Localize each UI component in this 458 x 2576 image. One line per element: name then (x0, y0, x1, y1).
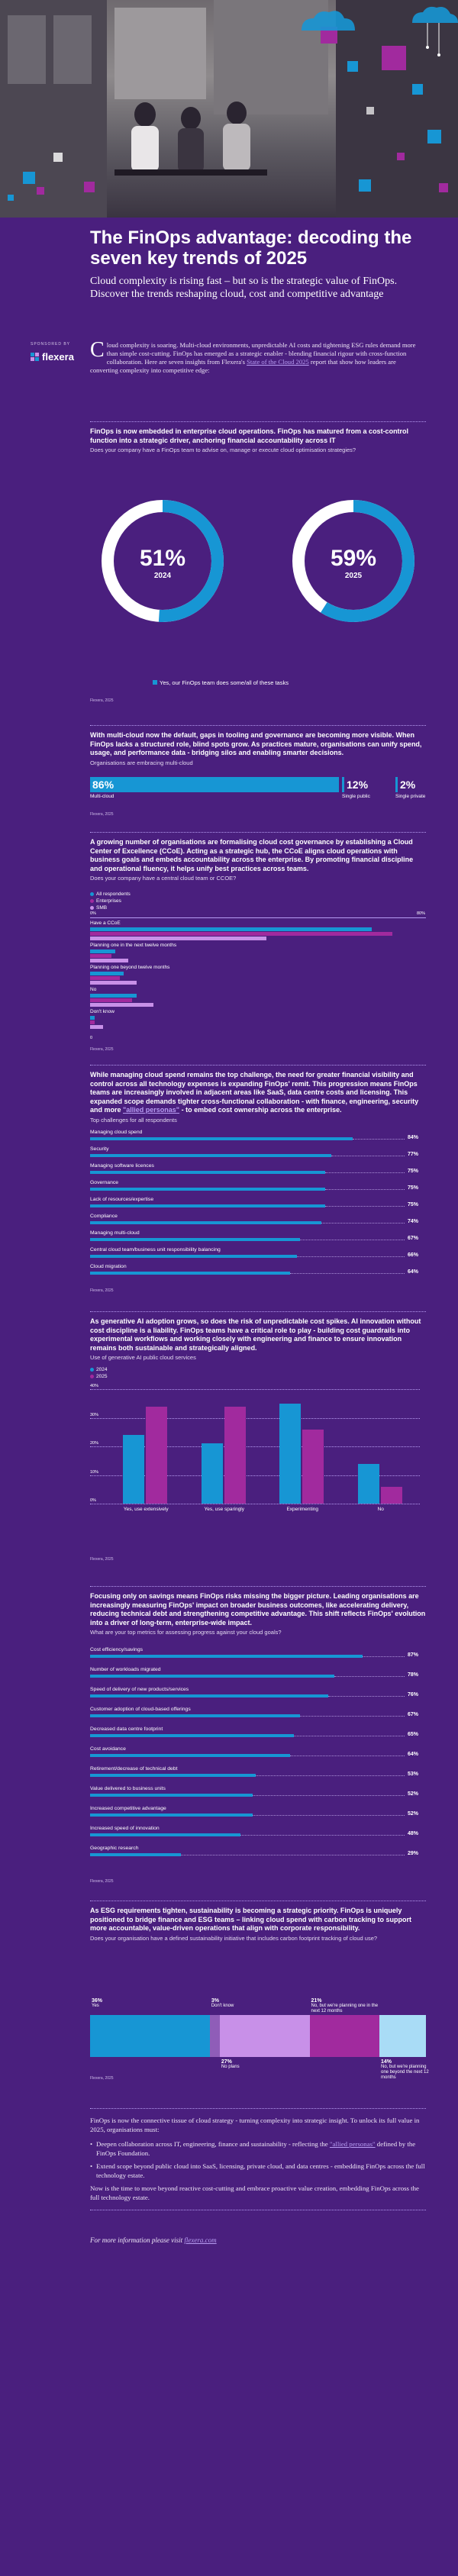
challenge-bar (90, 1238, 300, 1241)
metric-label: Cost avoidance (90, 1746, 126, 1752)
challenge-leader (321, 1223, 405, 1224)
sustainability-label (221, 2059, 311, 2070)
metric-leader (363, 1656, 405, 1657)
metric-value: 48% (408, 1831, 419, 1836)
challenge-value: 84% (408, 1135, 419, 1140)
metric-label: Increased speed of innovation (90, 1826, 160, 1831)
ccoe-bar (90, 954, 111, 958)
challenge-label: Governance (90, 1180, 119, 1185)
metric-value: 53% (408, 1772, 419, 1777)
legend-label: SMB (96, 905, 108, 911)
legend-label: All respondents (96, 891, 131, 897)
legend-dot (90, 899, 94, 903)
ccoe-legend (90, 891, 131, 911)
closing-bullet: • Extend scope beyond public cloud into SaaS, licensing, private cloud, and data centres - embedding FinOps across the full technology estate. (90, 2162, 426, 2180)
hero-image (0, 0, 458, 218)
multicloud-label: Single private (395, 794, 426, 799)
axis-tick: 0% (90, 911, 96, 916)
sustainability-segment (220, 2015, 310, 2057)
multicloud-bar (90, 777, 339, 792)
legend-label: 2024 (96, 1367, 108, 1372)
intro-block (90, 227, 418, 301)
donut-caption (153, 679, 289, 686)
section-title: With multi-cloud now the default, gaps in tooling and governance are becoming more visible. When FinOps lacks a structured role, blind spots grow. As practices mature, organisations can unify spend, usage, and performance data - bridging silos and enabling smarter decisions. (90, 731, 422, 756)
genai-bar (381, 1487, 402, 1504)
ccoe-bar (90, 976, 120, 980)
challenge-bar (90, 1204, 325, 1207)
ccoe-category-label: Planning one in the next twelve months (90, 943, 177, 948)
section-question: Top challenges for all respondents (90, 1116, 177, 1124)
section-multicloud (90, 725, 426, 766)
multicloud-value: 86% (92, 779, 114, 791)
challenge-value: 67% (408, 1236, 419, 1241)
section-question: Use of generative AI public cloud services (90, 1354, 196, 1361)
legend-dot (90, 906, 94, 910)
ccoe-bar (90, 1025, 103, 1029)
sustainability-label (211, 1998, 265, 2009)
source-note: Flexera, 2025 (90, 812, 114, 817)
multicloud-label: Single public (342, 794, 370, 799)
challenge-bar (90, 1171, 325, 1174)
metric-bar (90, 1675, 334, 1678)
metric-label: Speed of delivery of new products/services (90, 1687, 189, 1692)
intro-paragraph (90, 338, 418, 375)
metric-label: Increased competitive advantage (90, 1806, 166, 1811)
challenge-bar (90, 1137, 353, 1140)
challenge-label: Security (90, 1146, 109, 1152)
metric-bar (90, 1774, 256, 1777)
donut-value-label: 51% (139, 546, 186, 571)
sustainability-segment (90, 2015, 210, 2057)
intro-text: loud complexity is soaring. Multi-cloud environments, unpredictable AI costs and tightening ESG rules demand more than simple cost-cutting. FinOps has emerged as a strategic enabler - blending financial rigour with cross-function collaboration. Here are seven insights from Flexera's (106, 341, 416, 366)
ccoe-bar (90, 972, 124, 975)
multicloud-value: 2% (400, 779, 416, 791)
ccoe-bar (90, 998, 132, 1002)
ccoe-category-label: Have a CCoE (90, 920, 121, 926)
challenge-value: 75% (408, 1169, 419, 1174)
metric-value: 64% (408, 1752, 419, 1757)
ccoe-bar (90, 1016, 95, 1020)
source-note: Flexera, 2025 (90, 1288, 114, 1293)
challenge-value: 66% (408, 1253, 419, 1258)
multicloud-label: Multi-cloud (90, 794, 114, 799)
ccoe-bar (90, 981, 137, 985)
intro-text-end: report that show how leaders are converting complexity into competitive edge: (90, 358, 396, 374)
y-tick-label: 10% (90, 1469, 99, 1475)
ccoe-bar (90, 949, 115, 953)
section-question: Organisations are embracing multi-cloud (90, 759, 193, 766)
metric-value: 29% (408, 1851, 419, 1856)
sustainability-label (311, 1998, 381, 2014)
legend-label: 2025 (96, 1374, 108, 1379)
section-sustainability (90, 1901, 426, 1942)
metric-leader (253, 1815, 405, 1816)
section-challenges (90, 1065, 426, 1124)
sustainability-value: 21% (311, 1998, 322, 2004)
metric-leader (240, 1835, 405, 1836)
metric-bar (90, 1655, 363, 1658)
sponsor-label: SPONSORED BY (31, 342, 71, 347)
challenge-bar (90, 1255, 297, 1258)
challenge-value: 75% (408, 1185, 419, 1191)
section-ccoe (90, 832, 426, 882)
closing-text (90, 2108, 426, 2216)
sustainability-text: Don't know (211, 2004, 234, 2008)
source-note: Flexera, 2025 (90, 1879, 114, 1884)
metric-bar (90, 1754, 290, 1757)
flexera-logo (31, 351, 78, 363)
challenge-bar (90, 1154, 331, 1157)
section-title: FinOps is now embedded in enterprise cloud operations. FinOps has matured from a cost-control function into a strategic driver, anchoring financial accountability across IT (90, 427, 409, 444)
page-title: The FinOps advantage: decoding the seven key trends of 2025 (90, 227, 412, 269)
legend-dot (90, 1375, 94, 1378)
challenge-value: 74% (408, 1219, 419, 1224)
metric-value: 52% (408, 1811, 419, 1817)
page-subtitle: Cloud complexity is rising fast – but so is the strategic value of FinOps. Discover the trends reshaping cloud, cost and competitive advantage (90, 276, 398, 300)
multicloud-bar (395, 777, 423, 792)
legend-dot (90, 892, 94, 896)
challenge-leader (325, 1206, 405, 1207)
challenge-label: Managing software licences (90, 1163, 154, 1169)
multicloud-value: 12% (347, 779, 369, 791)
metric-value: 65% (408, 1732, 419, 1737)
section-question: Does your organisation have a defined sustainability initiative that includes carbon footprint tracking of cloud use? (90, 1934, 378, 1942)
closing-bullet (90, 2140, 426, 2158)
metric-bar (90, 1734, 294, 1737)
sustainability-label (381, 2059, 434, 2081)
challenge-bar (90, 1188, 325, 1191)
challenge-leader (325, 1189, 405, 1190)
challenge-bar (90, 1272, 290, 1275)
footer-info (90, 2236, 217, 2244)
metric-value: 67% (408, 1712, 419, 1717)
donut-chart (90, 496, 426, 626)
ccoe-bar (90, 1003, 153, 1007)
challenge-value: 77% (408, 1152, 419, 1157)
genai-bar (123, 1435, 144, 1504)
metric-leader (334, 1676, 405, 1677)
dropcap: C (90, 338, 105, 362)
metric-leader (253, 1795, 405, 1796)
bullet-text: Deepen collaboration across IT, engineering, finance and sustainability - reflecting the (96, 2140, 330, 2148)
axis-zero-label: 0 (90, 1036, 93, 1040)
allied-personas-link[interactable]: "allied personas" (329, 2140, 376, 2148)
sustainability-value: 3% (211, 1998, 219, 2004)
sustainability-text: Yes (92, 2004, 99, 2008)
challenge-leader (290, 1273, 405, 1274)
sustainability-value: 14% (381, 2059, 392, 2065)
sustainability-value: 36% (92, 1998, 103, 2004)
challenge-bar (90, 1221, 321, 1224)
y-tick-label: 20% (90, 1441, 99, 1446)
challenge-label: Central cloud team/business unit responsibility balancing (90, 1247, 221, 1253)
section-question: What are your top metrics for assessing progress against your cloud goals? (90, 1629, 282, 1636)
metric-leader (256, 1775, 405, 1776)
multicloud-bar (342, 777, 392, 792)
genai-category-label: Yes, use extensively (123, 1507, 169, 1512)
metric-value: 78% (408, 1672, 419, 1678)
axis-line (90, 917, 426, 918)
challenge-leader (325, 1172, 405, 1173)
section-title-end: - to embed cost ownership across the enterprise. (179, 1106, 342, 1114)
sustainability-text: No, but we're planning one beyond the next 12 months (381, 2065, 429, 2080)
challenge-label: Managing multi-cloud (90, 1230, 140, 1236)
metric-label: Value delivered to business units (90, 1786, 166, 1791)
genai-legend (90, 1366, 107, 1380)
ccoe-category-label: Don't know (90, 1009, 114, 1014)
challenge-label: Cloud migration (90, 1264, 127, 1269)
genai-bar (224, 1407, 246, 1504)
sustainability-segment (310, 2015, 379, 2057)
metric-leader (328, 1696, 405, 1697)
metric-leader (290, 1755, 405, 1756)
challenge-value: 75% (408, 1202, 419, 1207)
flexera-mark-icon (31, 353, 40, 362)
metric-label: Retirement/decrease of technical debt (90, 1766, 178, 1772)
section-genai (90, 1311, 426, 1362)
y-tick-label: 40% (90, 1384, 99, 1388)
metric-label: Geographic research (90, 1846, 139, 1851)
section-title: As generative AI adoption grows, so does the risk of unpredictable cost spikes. AI innovation without cost discipline is a liability. FinOps teams have a critical role to play - building cost guardrails into experimental workflows and working closely with engineering and finance to ensure innovation remains both sustainable and strategically aligned. (90, 1317, 421, 1352)
genai-bar (202, 1443, 223, 1504)
ccoe-bar (90, 959, 128, 962)
allied-personas-link[interactable]: "allied personas" (123, 1106, 180, 1114)
gridline (90, 1418, 420, 1419)
challenge-value: 64% (408, 1269, 419, 1275)
challenge-leader (353, 1139, 405, 1140)
metric-bar (90, 1814, 253, 1817)
sustainability-segment (210, 2015, 220, 2057)
genai-bar (302, 1430, 324, 1504)
metric-leader (300, 1716, 405, 1717)
genai-category-label: Experimenting (286, 1507, 319, 1512)
ccoe-bar (90, 1020, 95, 1024)
section-question: Does your company have a central cloud team or CCOE? (90, 875, 237, 882)
closing-paragraph: Now is the time to move beyond reactive cost-cutting and embrace proactive value creation, embedding FinOps across the full technology estate. (90, 2184, 419, 2201)
section-title: Focusing only on savings means FinOps risks missing the bigger picture. Leading organisations are increasingly measuring FinOps' impact on broader business outcomes, like accelerating delivery, reducing technical debt and strengthening competitive advantage. This shift reflects FinOps' evolution into a driver of long-term, enterprise-wide impact. (90, 1592, 426, 1627)
sustainability-text: No, but we're planning one in the next 12 months (311, 2004, 379, 2013)
gridline (90, 1389, 420, 1390)
section-title (90, 1071, 426, 1115)
source-note: Flexera, 2025 (90, 2076, 114, 2081)
metric-bar (90, 1694, 328, 1697)
hero-illustration (0, 0, 458, 218)
ccoe-category-label: Planning one beyond twelve months (90, 965, 170, 970)
ccoe-bar (90, 932, 392, 936)
legend-label: Enterprises (96, 898, 121, 904)
metric-value: 76% (408, 1692, 419, 1697)
challenge-leader (297, 1256, 405, 1257)
metric-value: 87% (408, 1652, 419, 1658)
y-tick-label: 0% (90, 1498, 96, 1503)
metric-bar (90, 1794, 253, 1797)
metric-label: Number of workloads migrated (90, 1667, 161, 1672)
genai-bar (358, 1464, 379, 1504)
challenge-label: Compliance (90, 1214, 118, 1219)
source-note: Flexera, 2025 (90, 1557, 114, 1562)
source-note: Flexera, 2025 (90, 1047, 114, 1052)
state-of-cloud-link[interactable]: State of the Cloud 2025 (247, 358, 309, 366)
donut-value-label: 59% (330, 546, 377, 571)
section-title: As ESG requirements tighten, sustainability is becoming a strategic priority. FinOps is uniquely positioned to bridge finance and ESG teams – linking cloud spend with carbon tracking to support more accountable, value-driven operations that align with corporate responsibility. (90, 1907, 412, 1932)
section-title-text: While managing cloud spend remains the top challenge, the need for greater financial visibility and control across all technology expenses is expanding FinOps' remit. This progression means FinOps teams are increasingly involved in adjacent areas like SaaS, data centre costs and licensing. This expanded scope demands tighter cross-functional collaboration - with finance, engineering, security and more (90, 1071, 419, 1114)
metric-bar (90, 1833, 240, 1836)
section-metrics (90, 1586, 426, 1636)
ccoe-category-label: No (90, 987, 97, 992)
donut-chart-svg (90, 496, 426, 634)
sustainability-text: No plans (221, 2065, 240, 2069)
donut-year-label: 2024 (153, 572, 172, 580)
challenge-label: Managing cloud spend (90, 1130, 143, 1135)
axis-tick: 80% (417, 911, 426, 916)
sustainability-segment (379, 2015, 426, 2057)
challenge-label: Lack of resources/expertise (90, 1197, 154, 1202)
donut-year-label: 2025 (344, 572, 363, 580)
legend-dot (90, 1368, 94, 1372)
ccoe-bar (90, 994, 137, 998)
metric-label: Cost efficiency/savings (90, 1647, 144, 1652)
flexera-link[interactable]: flexera.com (184, 2236, 217, 2244)
closing-paragraph: FinOps is now the connective tissue of cloud strategy - turning complexity into strategic insight. To unlock its full value in 2025, organisations must: (90, 2117, 420, 2133)
y-tick-label: 30% (90, 1412, 99, 1417)
sponsor-name: flexera (42, 351, 74, 363)
ccoe-bar (90, 927, 372, 931)
metric-label: Customer adoption of cloud-based offerings (90, 1707, 191, 1712)
genai-category-label: Yes, use sparingly (204, 1507, 244, 1512)
metric-bar (90, 1853, 181, 1856)
source-note: Flexera, 2025 (90, 698, 114, 703)
genai-category-label: No (377, 1507, 384, 1512)
donut-caption-text: Yes, our FinOps team does some/all of these tasks (160, 679, 289, 686)
ccoe-bar (90, 937, 266, 940)
sustainability-label (92, 1998, 211, 2009)
section-title: A growing number of organisations are formalising cloud cost governance by establishing a Cloud Center of Excellence (CCoE). Acting as a strategic hub, the CCoE aligns cloud operations with business goals and embeds accountability across the enterprise. By promoting financial discipline and operational fluency, it helps unify best practices across teams. (90, 838, 414, 872)
bullet-text-end: defined by the FinOps Foundation. (96, 2140, 416, 2157)
section-question: Does your company have a FinOps team to advise on, manage or execute cloud optimisation strategies? (90, 447, 356, 453)
genai-bar (279, 1404, 301, 1504)
footer-text: For more information please visit (90, 2236, 185, 2244)
sponsor (31, 342, 78, 363)
metric-bar (90, 1714, 300, 1717)
legend-swatch (153, 680, 157, 685)
metric-label: Decreased data centre footprint (90, 1726, 163, 1732)
section-finops-teams (90, 421, 426, 454)
sustainability-value: 27% (221, 2059, 232, 2065)
genai-bar (146, 1407, 167, 1504)
metric-value: 52% (408, 1791, 419, 1797)
